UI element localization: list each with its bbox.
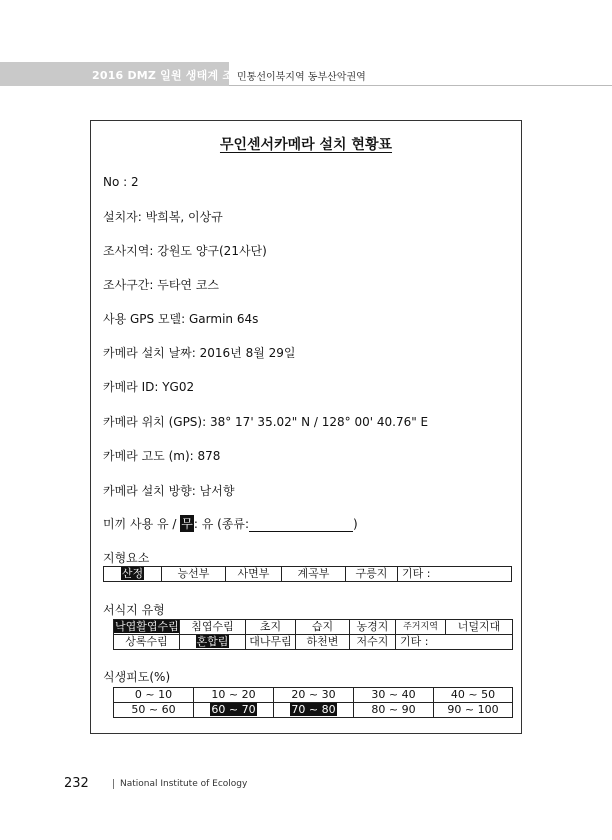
table-cell <box>446 620 513 635</box>
selected-option: 60 ~ 70 <box>211 703 256 716</box>
field-bait: 미끼 사용 유 / 무: 유 (종류: ) <box>103 517 358 531</box>
option-label: 능선부 <box>177 567 210 580</box>
selected-option: 혼합림 <box>196 635 229 648</box>
header-report-title: 2016 DMZ 일원 생태계 조사 <box>92 69 244 82</box>
table-cell <box>434 688 513 703</box>
table-cell <box>114 688 194 703</box>
option-label: 상록수림 <box>125 635 168 648</box>
vegetation-row <box>114 688 513 703</box>
option-label: 너덜지대 <box>457 620 501 633</box>
table-cell <box>346 567 398 582</box>
option-label: 기타 : <box>402 567 431 580</box>
footer-separator <box>113 779 114 789</box>
table-cell <box>354 688 434 703</box>
option-label: 대나무림 <box>249 635 292 648</box>
option-label: 90 ~ 100 <box>447 703 499 716</box>
table-cell <box>180 635 246 650</box>
habitat-row <box>114 620 513 635</box>
table-cell <box>396 620 446 635</box>
table-cell <box>194 688 274 703</box>
option-label: 20 ~ 30 <box>291 688 336 701</box>
table-cell <box>350 635 396 650</box>
selected-option: 산정 <box>121 567 144 580</box>
option-label: 80 ~ 90 <box>371 703 416 716</box>
vegetation-row <box>114 703 513 718</box>
option-label: 주거지역 <box>403 622 438 632</box>
header-region-title: 민통선이북지역 동부산악권역 <box>237 72 366 83</box>
option-label: 하천변 <box>306 635 339 648</box>
option-label: 0 ~ 10 <box>134 688 173 701</box>
table-cell <box>398 567 512 582</box>
vegetation-table <box>113 687 513 718</box>
table-cell <box>350 620 396 635</box>
table-cell <box>104 567 162 582</box>
option-label: 40 ~ 50 <box>450 688 496 701</box>
table-cell <box>282 567 346 582</box>
habitat-table <box>113 619 513 650</box>
table-cell <box>354 703 434 718</box>
selected-option: 70 ~ 80 <box>291 703 336 716</box>
field-camera-position: 카메라 위치 (GPS): 38° 17' 35.02" N / 128° 00' 40.76" E <box>103 415 429 429</box>
footer-organization: National Institute of Ecology <box>120 779 248 789</box>
option-label: 계곡부 <box>297 567 330 580</box>
option-label: 저수지 <box>356 635 389 648</box>
form-title: 무인센서카메라 설치 현황표 <box>219 137 393 153</box>
table-cell <box>296 635 350 650</box>
terrain-label: 지형요소 <box>103 551 150 565</box>
table-cell <box>274 703 354 718</box>
table-cell <box>434 703 513 718</box>
table-cell <box>194 703 274 718</box>
field-installer: 설치자: 박희복, 이상규 <box>103 210 223 224</box>
table-cell <box>246 620 296 635</box>
field-survey-area: 조사지역: 강원도 양구(21사단) <box>103 244 267 258</box>
option-label: 구릉지 <box>355 567 388 580</box>
table-cell <box>114 635 180 650</box>
page-number: 232 <box>64 776 89 791</box>
option-label: 30 ~ 40 <box>371 688 416 701</box>
bait-type-blank <box>249 520 353 532</box>
table-cell <box>246 635 296 650</box>
habitat-row <box>114 635 513 650</box>
table-cell <box>274 688 354 703</box>
field-survey-section: 조사구간: 두타연 코스 <box>103 278 220 292</box>
field-camera-id: 카메라 ID: YG02 <box>103 380 195 394</box>
vegetation-label: 식생피도(%) <box>103 670 171 684</box>
option-label: 습지 <box>311 620 334 633</box>
table-cell <box>114 620 180 635</box>
table-cell <box>162 567 226 582</box>
option-label: 농경지 <box>356 620 389 633</box>
option-label: 침엽수림 <box>191 620 234 633</box>
bait-checked-mark: 무 <box>181 517 193 531</box>
terrain-table <box>103 566 512 582</box>
table-cell <box>296 620 350 635</box>
table-cell <box>226 567 282 582</box>
option-label: 50 ~ 60 <box>131 703 176 716</box>
habitat-label: 서식지 유형 <box>103 603 165 617</box>
table-cell <box>180 620 246 635</box>
option-label: 10 ~ 20 <box>211 688 256 701</box>
option-label: 기타 : <box>400 635 429 648</box>
field-install-date: 카메라 설치 날짜: 2016년 8월 29일 <box>103 346 296 360</box>
selected-option: 낙엽활엽수림 <box>115 620 179 633</box>
field-no: No : 2 <box>103 175 139 189</box>
field-camera-altitude: 카메라 고도 (m): 878 <box>103 449 221 463</box>
field-gps-model: 사용 GPS 모델: Garmin 64s <box>103 312 259 326</box>
option-label: 사면부 <box>237 567 270 580</box>
table-cell <box>114 703 194 718</box>
table-cell <box>396 635 513 650</box>
option-label: 초지 <box>259 620 282 633</box>
field-camera-direction: 카메라 설치 방향: 남서향 <box>103 484 235 498</box>
terrain-row <box>104 567 512 582</box>
